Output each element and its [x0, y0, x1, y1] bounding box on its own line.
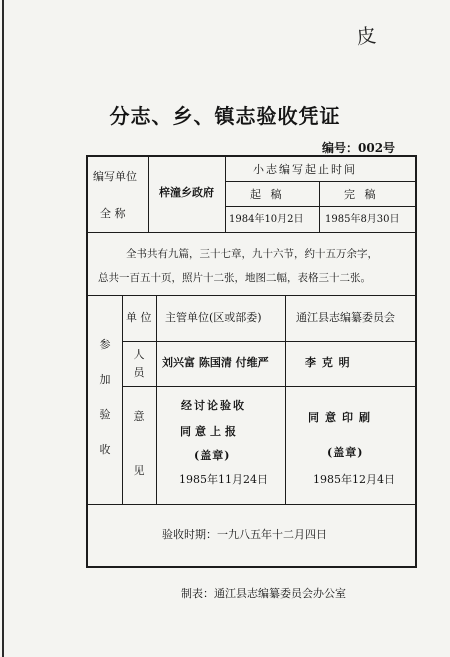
opinion-label-char: 意 [133, 410, 145, 423]
table-line [86, 295, 417, 296]
document-title: 分志、乡、镇志验收凭证 [109, 104, 341, 128]
opinion-label-char: 见 [133, 464, 145, 477]
table-line [122, 386, 417, 387]
participants-label-char: 验 [99, 408, 111, 421]
table-line [122, 341, 417, 342]
table-line [148, 155, 149, 233]
supervisor-personnel: 刘兴富 陈国清 付维严 [162, 356, 269, 369]
county-date: 1985年12月4日 [313, 473, 395, 486]
table-line [285, 295, 286, 505]
start-date: 1984年10月2日 [229, 214, 304, 225]
supervisor-date: 1985年11月24日 [179, 473, 268, 486]
table-line [225, 206, 416, 207]
time-range-header: 小志编写起止时间 [253, 163, 357, 176]
participants-label-char: 收 [99, 443, 111, 456]
supervisor-unit-header: 主管单位(区或部委) [165, 311, 262, 324]
county-unit-header: 通江县志编纂委员会 [296, 311, 395, 324]
left-edge-rule [2, 0, 4, 657]
prepared-by: 制表：通江县志编纂委员会办公室 [181, 587, 346, 600]
table-border-right [415, 155, 417, 568]
participants-label-char: 参 [99, 338, 111, 351]
end-date: 1985年8月30日 [325, 214, 400, 225]
document-number: 编号：002号 [322, 141, 396, 155]
summary-line-2: 总共一百五十页，照片十二张，地图二幅，表格三十二张。 [98, 272, 371, 284]
county-opinion: 同意印刷 [308, 411, 376, 424]
compiler-unit-label: 编写单位 [93, 170, 137, 183]
table-line [86, 232, 417, 233]
start-draft-label: 起 稿 [250, 188, 285, 201]
county-personnel: 李 克 明 [305, 356, 351, 369]
table-line [122, 295, 123, 505]
table-border-left [86, 155, 88, 568]
summary-line-1: 全书共有九篇，三十七章，九十六节，约十五万余字， [126, 248, 378, 260]
table-border-bottom [86, 566, 417, 568]
unit-row-label: 单 位 [126, 311, 152, 324]
county-seal: (盖章) [327, 446, 364, 459]
table-line [156, 295, 157, 505]
handwritten-corner-mark: 皮 [354, 23, 378, 49]
supervisor-opinion-line-2: 同意上报 [180, 425, 240, 438]
table-line [225, 155, 226, 233]
table-line [225, 181, 416, 182]
supervisor-seal: (盖章) [194, 449, 231, 462]
table-line [86, 504, 417, 505]
personnel-label-char: 员 [133, 366, 145, 379]
compiler-unit-value: 梓潼乡政府 [159, 186, 214, 199]
personnel-label-char: 人 [133, 348, 145, 361]
acceptance-time: 验收时期：一九八五年十二月四日 [162, 528, 327, 541]
final-draft-label: 完 稿 [344, 188, 379, 201]
table-line [319, 181, 320, 233]
participants-label-char: 加 [99, 373, 111, 386]
compiler-unit-fullname-label: 全 称 [100, 207, 126, 220]
table-border-top [86, 155, 417, 157]
supervisor-opinion-line-1: 经讨论验收 [181, 399, 246, 412]
